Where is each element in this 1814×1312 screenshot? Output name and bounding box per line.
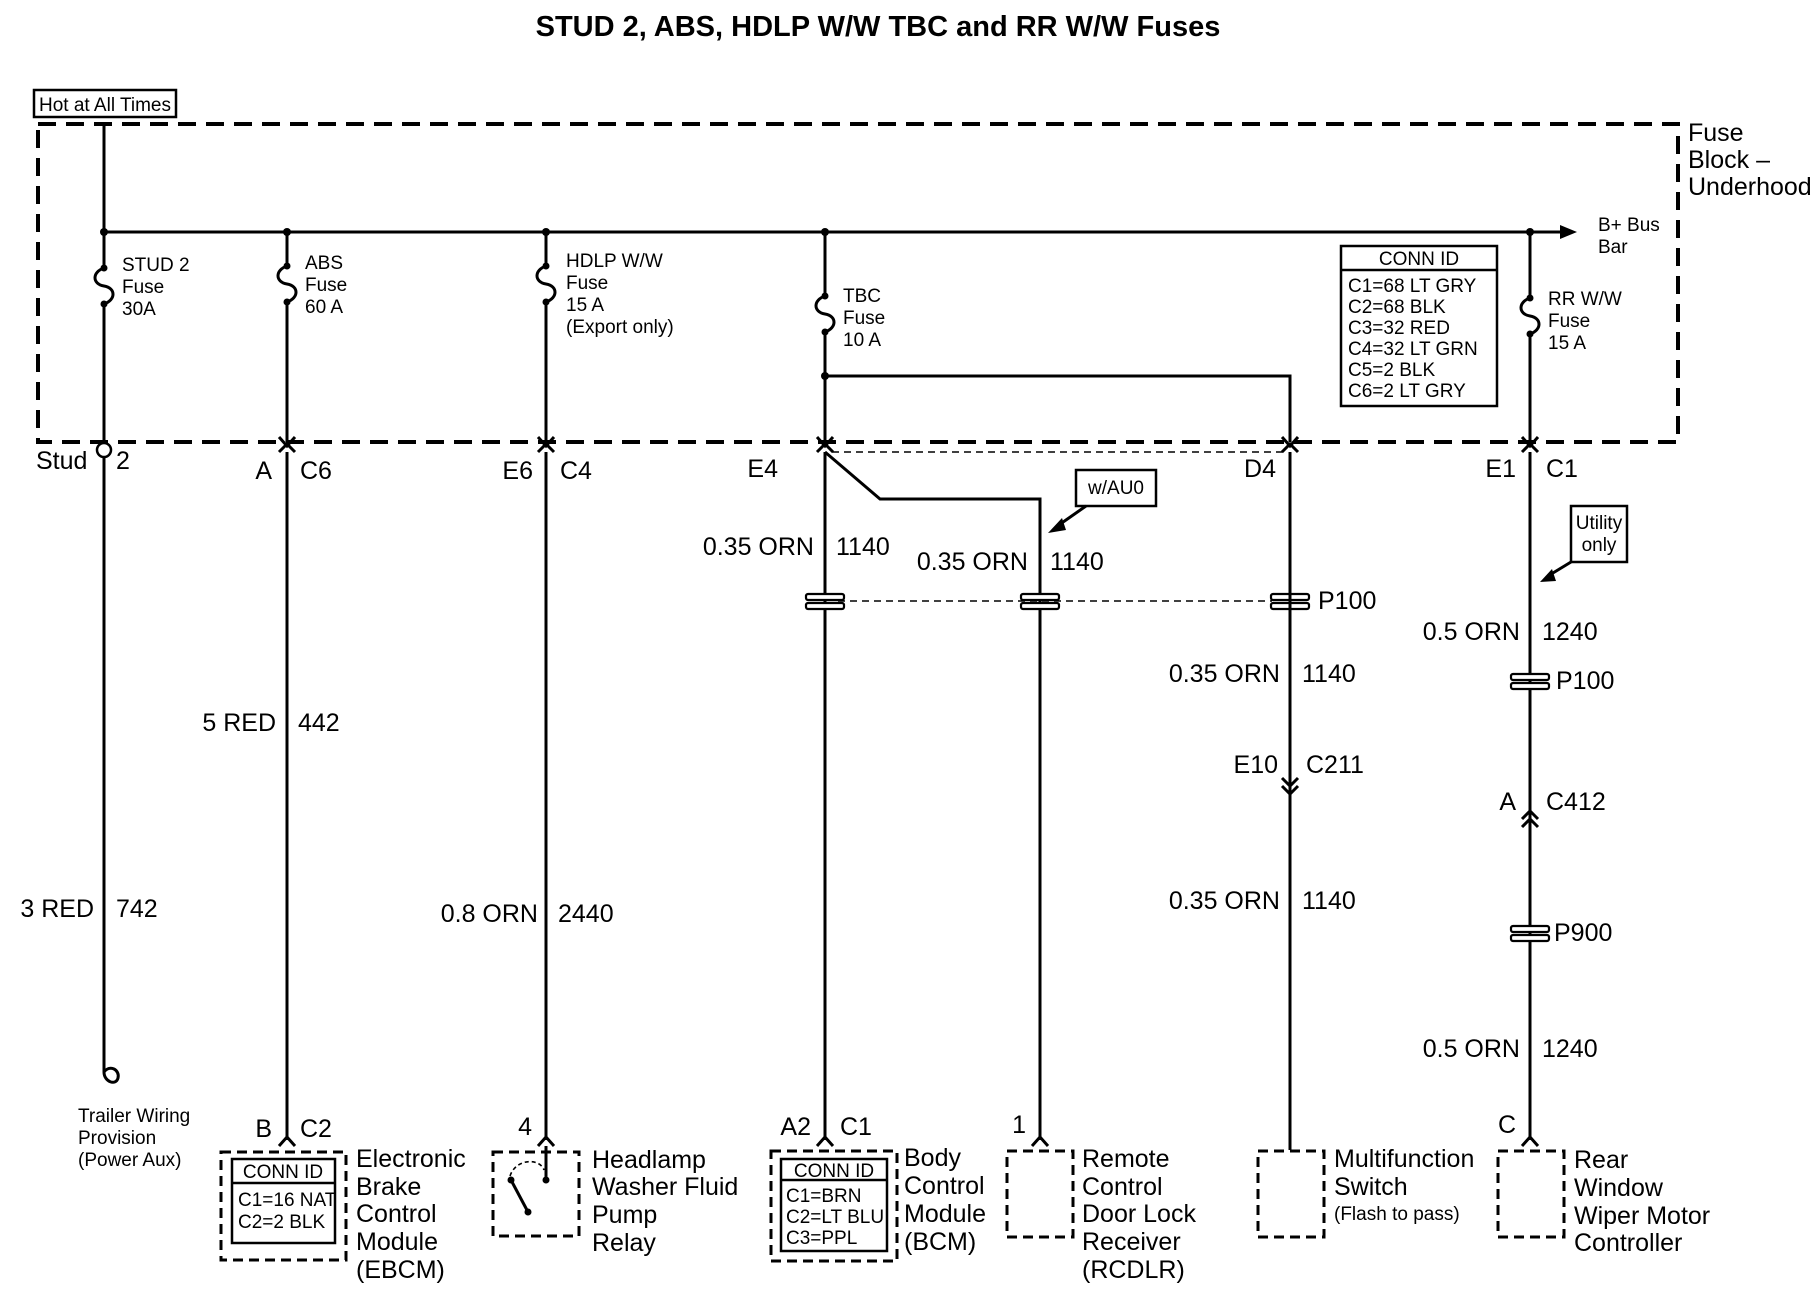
svg-text:(Export only): (Export only): [566, 317, 674, 338]
svg-text:10 A: 10 A: [843, 330, 882, 351]
ebcm-label: [356, 1145, 466, 1284]
fuse-block-label: [1688, 119, 1812, 201]
hdlp-pin-label: E6: [502, 457, 533, 485]
svg-text:Pump: Pump: [592, 1201, 658, 1229]
abs-pin-label: A: [255, 457, 272, 485]
bus-arrow-icon: [1560, 225, 1577, 239]
svg-text:Remote: Remote: [1082, 1145, 1170, 1173]
svg-text:Door Lock: Door Lock: [1082, 1200, 1196, 1228]
tbc-wire1-color: 0.35 ORN: [702, 533, 814, 561]
svg-text:RR W/W: RR W/W: [1548, 289, 1622, 310]
tbc-wire2-circuit: 1140: [1050, 548, 1104, 576]
svg-text:30A: 30A: [122, 299, 156, 320]
relay-pin-label: 4: [518, 1113, 532, 1141]
abs-wire-color: 5 RED: [202, 709, 276, 737]
svg-text:C3=PPL: C3=PPL: [786, 1228, 858, 1249]
c211-pin-label: E10: [1233, 751, 1278, 779]
svg-text:Control: Control: [356, 1200, 437, 1228]
svg-text:Fuse: Fuse: [122, 277, 165, 298]
svg-text:15 A: 15 A: [1548, 333, 1587, 354]
svg-text:Electronic: Electronic: [356, 1145, 466, 1173]
multifunction-switch-component: [1258, 1151, 1324, 1237]
svg-text:Control: Control: [1082, 1173, 1163, 1201]
svg-text:60 A: 60 A: [305, 297, 344, 318]
fuse-tbc-label: [843, 286, 885, 351]
svg-text:C5=2 BLK: C5=2 BLK: [1348, 360, 1436, 381]
rr-wire2-color: 0.5 ORN: [1422, 1035, 1520, 1063]
stud-number: 2: [116, 447, 130, 475]
hdlp-wire-color: 0.8 ORN: [440, 900, 538, 928]
svg-text:15 A: 15 A: [566, 295, 605, 316]
svg-text:Fuse: Fuse: [1688, 119, 1744, 147]
svg-text:Headlamp: Headlamp: [592, 1146, 706, 1174]
svg-text:CONN ID: CONN ID: [1378, 249, 1460, 270]
d4-wire2-circuit: 1140: [1302, 887, 1356, 915]
tbc-pin-label: E4: [747, 455, 778, 483]
hot-at-all-times-label: [34, 90, 176, 117]
fuse-tbc-icon: [816, 232, 834, 336]
bus-bar-label: [1598, 215, 1660, 258]
hdlp-connector-label: C4: [560, 457, 592, 485]
ebcm-pin-label: B: [255, 1115, 272, 1143]
svg-text:C2=68 BLK: C2=68 BLK: [1348, 297, 1446, 318]
c412-pin-label: A: [1499, 788, 1516, 816]
fuse-rrww-icon: [1521, 232, 1539, 338]
connector-arrows-icon: [279, 437, 1538, 452]
rr-wire1-circuit: 1240: [1542, 618, 1598, 646]
fuse-stud2-icon: [95, 232, 113, 308]
svg-text:CONN ID: CONN ID: [793, 1161, 875, 1182]
c211-connector-label: C211: [1306, 751, 1364, 779]
svg-text:ABS: ABS: [305, 253, 344, 274]
svg-text:Trailer Wiring: Trailer Wiring: [78, 1106, 191, 1127]
svg-text:Switch: Switch: [1334, 1173, 1408, 1201]
d4-wire1-circuit: 1140: [1302, 660, 1356, 688]
svg-text:Block –: Block –: [1688, 146, 1770, 174]
fuse-rrww-label: [1548, 289, 1622, 354]
tbc-wire1-circuit: 1140: [836, 533, 890, 561]
relay-component: [493, 1146, 579, 1236]
bcm-connector-label: C1: [840, 1113, 872, 1141]
tbc-wire2-color: 0.35 ORN: [916, 548, 1028, 576]
svg-text:C1=16 NAT: C1=16 NAT: [238, 1190, 337, 1211]
svg-text:TBC: TBC: [843, 286, 881, 307]
option-utility-tag: [1540, 506, 1627, 582]
d4-pin-label: D4: [1244, 455, 1276, 483]
svg-text:C2=LT BLU: C2=LT BLU: [786, 1207, 885, 1228]
rwwmc-component: [1498, 1151, 1564, 1237]
fuse-stud2-label: [122, 255, 190, 320]
multifunction-switch-label: [1334, 1145, 1474, 1225]
tbc-branch-wire: [825, 376, 1290, 442]
svg-text:Control: Control: [904, 1172, 985, 1200]
rwwmc-label: [1574, 1146, 1710, 1257]
option-wau0-tag: [1048, 470, 1156, 533]
fuse-abs-label: [305, 253, 347, 318]
svg-text:Module: Module: [904, 1200, 986, 1228]
bcm-pin-label: A2: [780, 1113, 811, 1141]
svg-text:(RCDLR): (RCDLR): [1082, 1256, 1185, 1284]
svg-text:STUD 2: STUD 2: [122, 255, 190, 276]
d4-wire1-color: 0.35 ORN: [1168, 660, 1280, 688]
svg-text:Fuse: Fuse: [1548, 311, 1591, 332]
fuse-abs-icon: [278, 232, 296, 306]
rr-connector-label: C1: [1546, 455, 1578, 483]
stud-terminal-icon: [97, 443, 111, 457]
fuse-hdlp-label: [566, 251, 674, 338]
svg-text:Fuse: Fuse: [566, 273, 609, 294]
svg-text:Controller: Controller: [1574, 1229, 1683, 1257]
trailer-wiring-label: [78, 1106, 190, 1171]
stud-wire-color: 3 RED: [20, 895, 94, 923]
svg-text:Receiver: Receiver: [1082, 1228, 1181, 1256]
rcdlr-component: [1007, 1151, 1073, 1237]
hdlp-wire-circuit: 2440: [558, 900, 614, 928]
svg-text:C2=2 BLK: C2=2 BLK: [238, 1212, 326, 1233]
svg-text:C3=32 RED: C3=32 RED: [1348, 318, 1450, 339]
svg-text:(Power Aux): (Power Aux): [78, 1150, 182, 1171]
ebcm-connector-label: C2: [300, 1115, 332, 1143]
svg-text:Multifunction: Multifunction: [1334, 1145, 1475, 1173]
stud-wire-circuit: 742: [116, 895, 158, 923]
rr-wire1-color: 0.5 ORN: [1422, 618, 1520, 646]
ebcm-component: [221, 1152, 346, 1260]
trailer-terminal-icon: [104, 1068, 118, 1082]
rwwmc-pin-label: C: [1497, 1111, 1516, 1139]
svg-text:Fuse: Fuse: [305, 275, 348, 296]
svg-text:CONN ID: CONN ID: [242, 1162, 324, 1183]
svg-text:(Flash to pass): (Flash to pass): [1334, 1204, 1460, 1225]
fuse-hdlp-icon: [537, 232, 555, 306]
svg-text:C6=2 LT GRY: C6=2 LT GRY: [1348, 381, 1466, 402]
d4-wire2-color: 0.35 ORN: [1168, 887, 1280, 915]
svg-text:Module: Module: [356, 1228, 438, 1256]
svg-text:w/AU0: w/AU0: [1088, 478, 1144, 499]
svg-text:Wiper Motor: Wiper Motor: [1574, 1202, 1711, 1230]
c412-connector-label: C412: [1546, 788, 1606, 816]
fuse-block-conn-id-table: [1341, 246, 1497, 406]
abs-connector-label: C6: [300, 457, 332, 485]
p100-rr-label: P100: [1556, 667, 1615, 695]
svg-text:Relay: Relay: [592, 1229, 656, 1257]
bcm-label: [904, 1144, 986, 1256]
svg-text:B+ Bus: B+ Bus: [1598, 215, 1660, 236]
svg-text:Hot at All Times: Hot at All Times: [39, 95, 171, 116]
svg-text:C4=32 LT GRN: C4=32 LT GRN: [1348, 339, 1478, 360]
bcm-component: [771, 1151, 897, 1261]
svg-text:Washer Fluid: Washer Fluid: [592, 1173, 739, 1201]
p900-label: P900: [1554, 919, 1613, 947]
svg-text:C1=68 LT GRY: C1=68 LT GRY: [1348, 276, 1477, 297]
svg-text:Utility: Utility: [1575, 513, 1623, 534]
relay-label: [592, 1146, 738, 1257]
p100-label: P100: [1318, 587, 1377, 615]
rcdlr-label: [1082, 1145, 1196, 1284]
svg-text:only: only: [1581, 535, 1617, 556]
rr-pin-label: E1: [1485, 455, 1516, 483]
diagram-title: STUD 2, ABS, HDLP W/W TBC and RR W/W Fuses: [535, 11, 1221, 43]
rr-wire2-circuit: 1240: [1542, 1035, 1598, 1063]
svg-text:(BCM): (BCM): [904, 1228, 977, 1256]
stud-label: Stud: [36, 447, 88, 475]
svg-text:(EBCM): (EBCM): [356, 1256, 445, 1284]
svg-text:Provision: Provision: [78, 1128, 157, 1149]
svg-text:HDLP W/W: HDLP W/W: [566, 251, 663, 272]
svg-text:Rear: Rear: [1574, 1146, 1629, 1174]
rcdlr-pin-label: 1: [1012, 1111, 1026, 1139]
svg-text:Fuse: Fuse: [843, 308, 886, 329]
svg-text:Brake: Brake: [356, 1173, 422, 1201]
svg-text:Body: Body: [904, 1144, 961, 1172]
svg-text:Underhood: Underhood: [1688, 173, 1812, 201]
svg-text:Window: Window: [1574, 1174, 1663, 1202]
abs-wire-circuit: 442: [298, 709, 340, 737]
svg-text:C1=BRN: C1=BRN: [786, 1186, 862, 1207]
svg-text:Bar: Bar: [1598, 237, 1628, 258]
